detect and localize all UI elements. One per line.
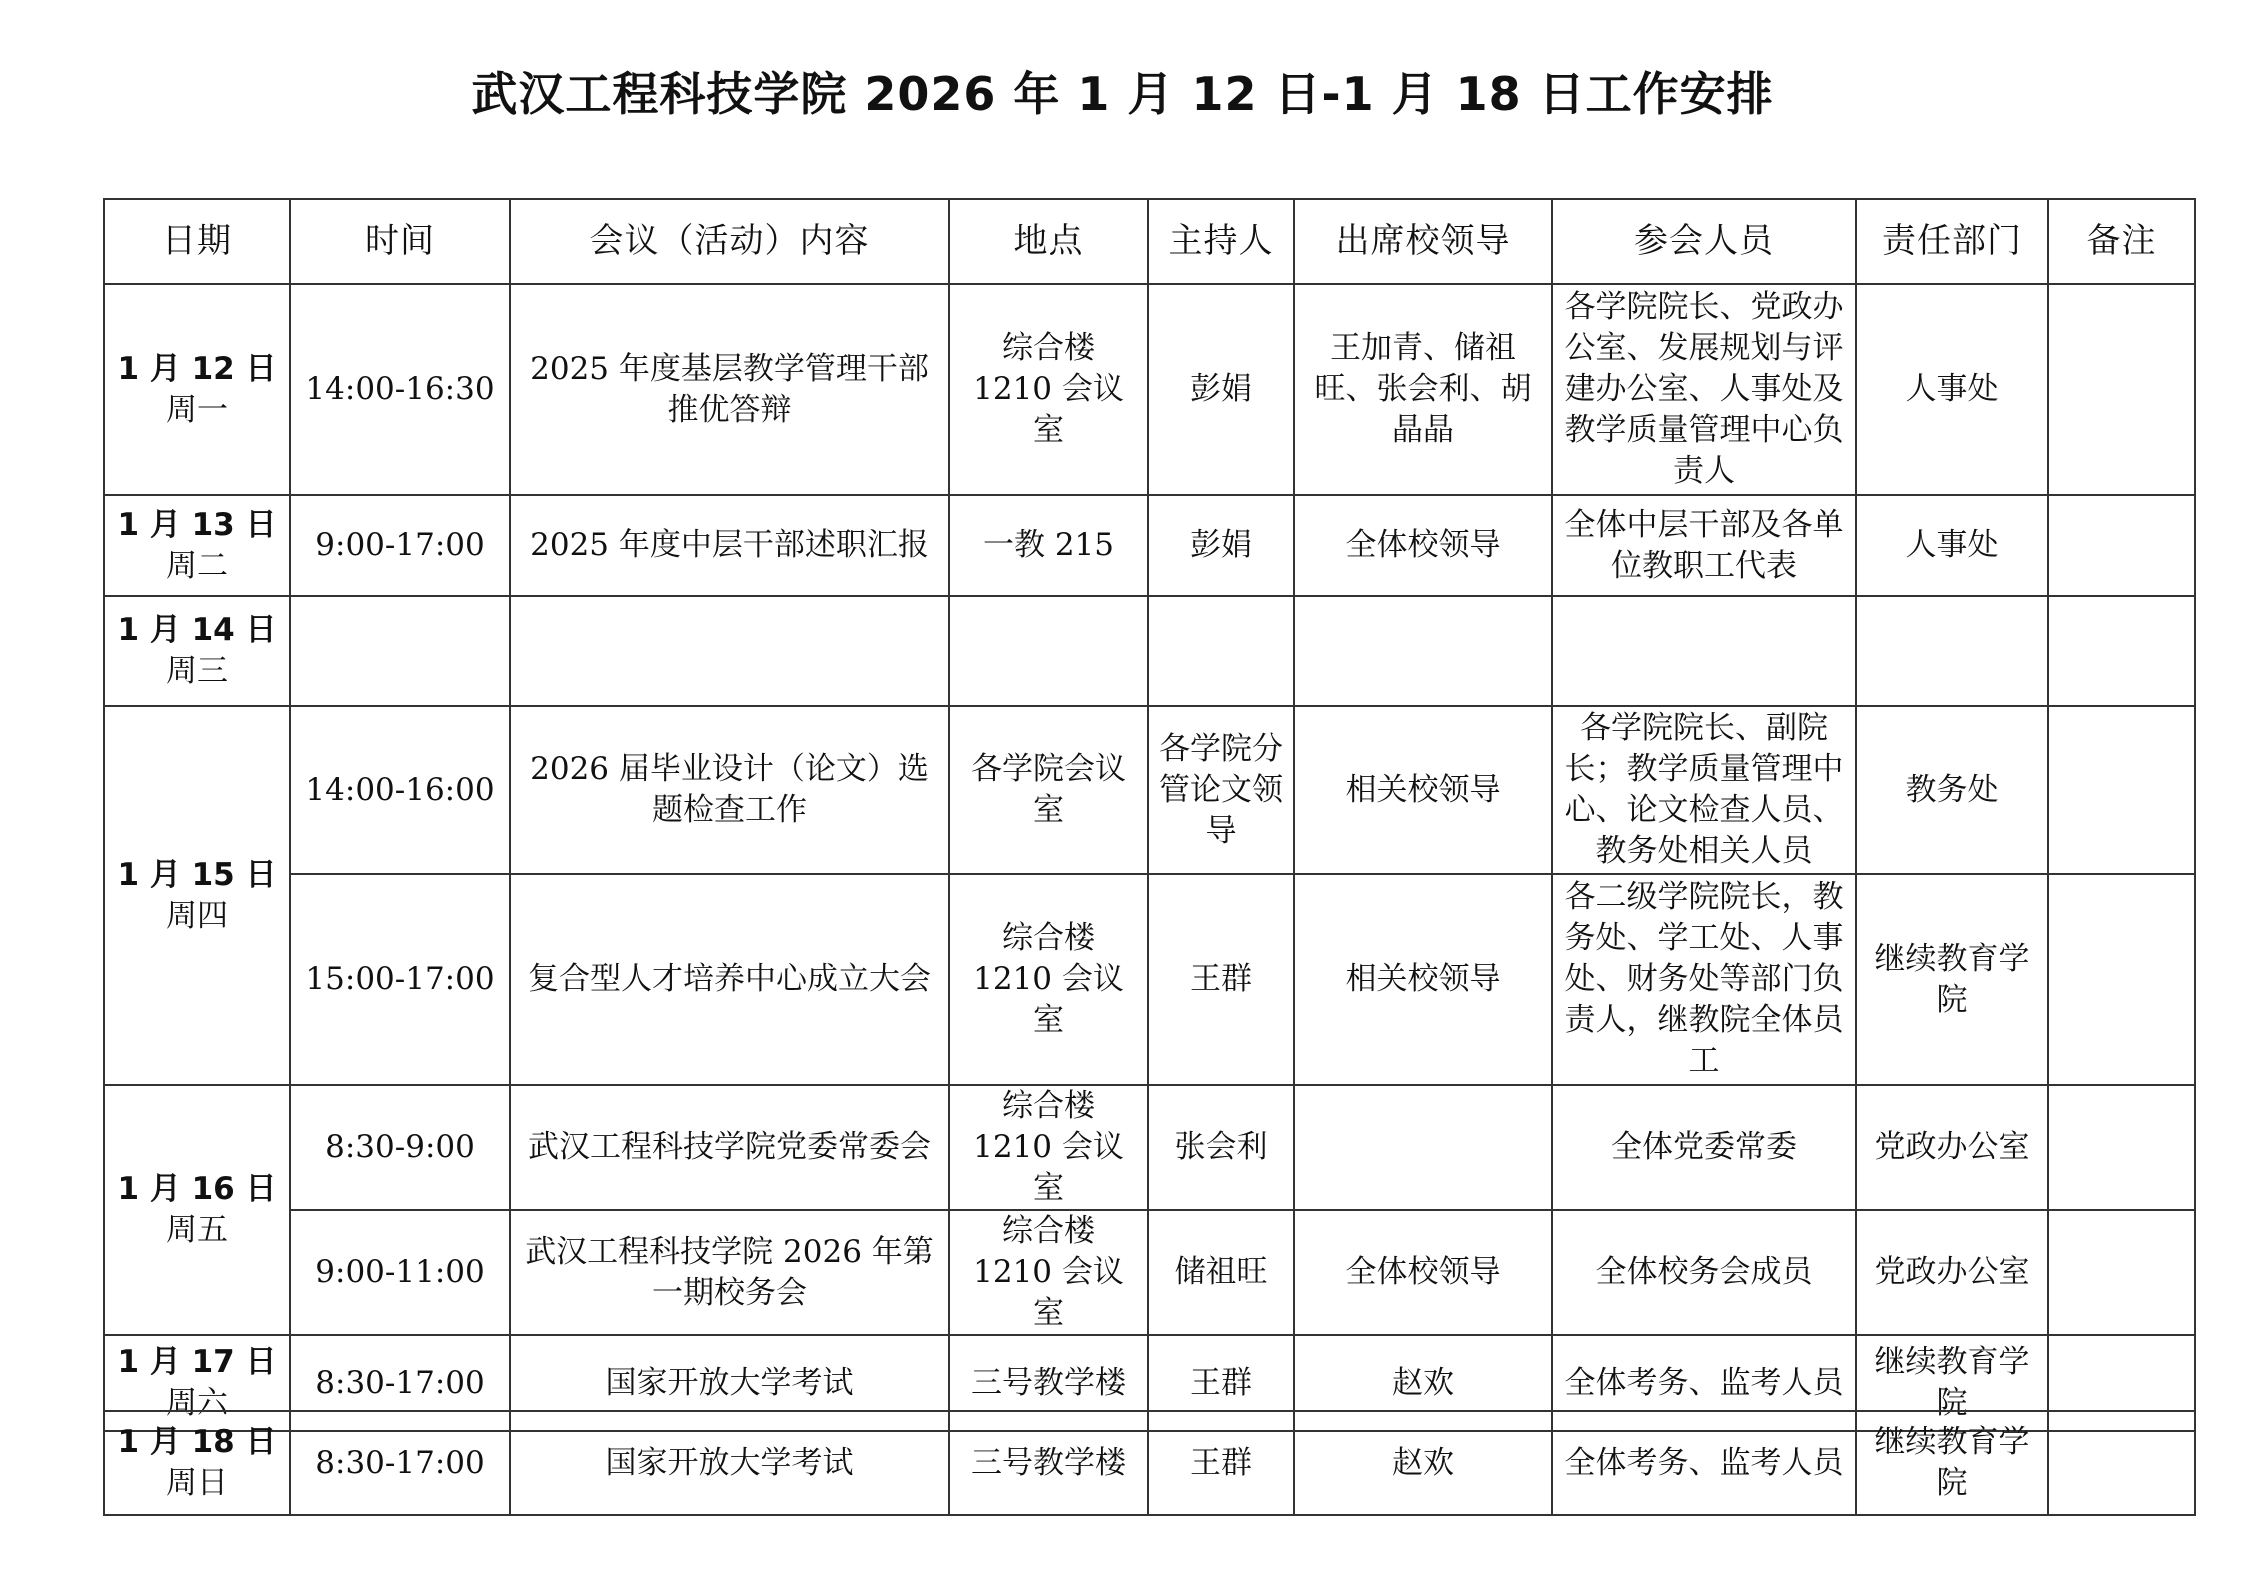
date-text: 1 月 18 日 [117, 1424, 277, 1460]
department-cell: 人事处 [1856, 284, 2048, 495]
content-cell: 武汉工程科技学院党委常委会 [510, 1085, 949, 1210]
department-cell: 教务处 [1856, 706, 2048, 874]
content-cell: 2026 届毕业设计（论文）选题检查工作 [510, 706, 949, 874]
location-cell: 三号教学楼 [949, 1411, 1148, 1515]
time-cell: 14:00-16:00 [290, 706, 510, 874]
host-cell [1148, 596, 1294, 706]
attendees-cell: 各二级学院院长，教务处、学工处、人事处、财务处等部门负责人，继教院全体员工 [1552, 874, 1856, 1085]
host-cell: 张会利 [1148, 1085, 1294, 1210]
location-cell: 综合楼 1210 会议室 [949, 284, 1148, 495]
location-cell: 一教 215 [949, 495, 1148, 596]
date-text: 1 月 17 日 [117, 1344, 277, 1380]
leaders-cell: 全体校领导 [1294, 1210, 1552, 1335]
remarks-cell [2048, 495, 2195, 596]
attendees-cell [1552, 596, 1856, 706]
weekday-text: 周六 [166, 1385, 228, 1421]
remarks-cell [2048, 1085, 2195, 1210]
content-cell: 2025 年度基层教学管理干部推优答辩 [510, 284, 949, 495]
content-cell: 2025 年度中层干部述职汇报 [510, 495, 949, 596]
header-row [104, 199, 2195, 284]
table-row [104, 874, 2195, 1085]
header-host: 主持人 [1148, 199, 1294, 284]
date-cell [104, 596, 290, 706]
remarks-cell [2048, 596, 2195, 706]
location-cell [949, 596, 1148, 706]
leaders-cell [1294, 596, 1552, 706]
weekday-text: 周二 [166, 547, 228, 584]
department-cell: 党政办公室 [1856, 1210, 2048, 1335]
date-text: 1 月 16 日 [117, 1171, 277, 1207]
time-cell [290, 596, 510, 706]
location-cell: 各学院会议室 [949, 706, 1148, 874]
time-cell: 8:30-9:00 [290, 1085, 510, 1210]
date-cell [104, 284, 290, 495]
host-cell: 王群 [1148, 874, 1294, 1085]
time-cell: 14:00-16:30 [290, 284, 510, 495]
attendees-cell: 全体考务、监考人员 [1552, 1411, 1856, 1515]
attendees-cell: 全体中层干部及各单位教职工代表 [1552, 495, 1856, 596]
weekday-text: 周日 [166, 1465, 228, 1501]
host-cell: 王群 [1148, 1335, 1294, 1431]
header-date: 日期 [104, 199, 290, 284]
time-cell: 8:30-17:00 [290, 1411, 510, 1515]
location-cell: 综合楼 1210 会议室 [949, 874, 1148, 1085]
remarks-cell [2048, 706, 2195, 874]
attendees-cell: 各学院院长、副院长；教学质量管理中心、论文检查人员、教务处相关人员 [1552, 706, 1856, 874]
document-title: 武汉工程科技学院 2026 年 1 月 12 日-1 月 18 日工作安排 [471, 67, 1774, 121]
remarks-cell [2048, 1210, 2195, 1335]
table-row [104, 596, 2195, 706]
header-location: 地点 [949, 199, 1148, 284]
table-row [104, 1085, 2195, 1210]
department-cell: 继续教育学院 [1856, 874, 2048, 1085]
table-row [104, 495, 2195, 596]
host-cell: 王群 [1148, 1411, 1294, 1515]
date-text: 1 月 14 日 [117, 612, 277, 648]
header-department: 责任部门 [1856, 199, 2048, 284]
attendees-cell: 全体考务、监考人员 [1552, 1335, 1856, 1431]
date-cell [104, 1411, 290, 1515]
leaders-cell: 王加青、储祖旺、张会利、胡晶晶 [1294, 284, 1552, 495]
attendees-cell: 各学院院长、党政办公室、发展规划与评建办公室、人事处及教学质量管理中心负责人 [1552, 284, 1856, 495]
leaders-cell: 赵欢 [1294, 1411, 1552, 1515]
attendees-cell: 全体校务会成员 [1552, 1210, 1856, 1335]
table-row [104, 284, 2195, 495]
time-cell: 9:00-17:00 [290, 495, 510, 596]
content-cell: 国家开放大学考试 [510, 1411, 949, 1515]
remarks-cell [2048, 1411, 2195, 1515]
leaders-cell [1294, 1085, 1552, 1210]
department-cell: 党政办公室 [1856, 1085, 2048, 1210]
department-cell [1856, 596, 2048, 706]
header-content: 会议（活动）内容 [510, 199, 949, 284]
table-row [104, 1210, 2195, 1335]
header-time: 时间 [290, 199, 510, 284]
date-text: 1 月 15 日 [117, 856, 277, 893]
department-cell: 人事处 [1856, 495, 2048, 596]
location-cell: 综合楼 1210 会议室 [949, 1085, 1148, 1210]
date-text: 1 月 12 日 [117, 350, 277, 387]
time-cell: 9:00-11:00 [290, 1210, 510, 1335]
weekday-text: 周一 [166, 391, 228, 428]
time-cell: 15:00-17:00 [290, 874, 510, 1085]
header-attendees: 参会人员 [1552, 199, 1856, 284]
leaders-cell: 相关校领导 [1294, 706, 1552, 874]
time-cell: 8:30-17:00 [290, 1335, 510, 1431]
weekday-text: 周四 [166, 897, 228, 934]
remarks-cell [2048, 284, 2195, 495]
date-text: 1 月 13 日 [117, 506, 277, 543]
host-cell: 彭娟 [1148, 284, 1294, 495]
location-cell: 综合楼 1210 会议室 [949, 1210, 1148, 1335]
leaders-cell: 全体校领导 [1294, 495, 1552, 596]
attendees-cell: 全体党委常委 [1552, 1085, 1856, 1210]
host-cell: 彭娟 [1148, 495, 1294, 596]
department-cell: 继续教育学院 [1856, 1411, 2048, 1515]
date-cell [104, 495, 290, 596]
content-cell: 国家开放大学考试 [510, 1335, 949, 1431]
header-leaders: 出席校领导 [1294, 199, 1552, 284]
weekday-text: 周五 [166, 1212, 228, 1248]
table-row [104, 1411, 2195, 1515]
location-cell: 三号教学楼 [949, 1335, 1148, 1431]
schedule-table [103, 198, 2196, 1432]
host-cell: 各学院分管论文领导 [1148, 706, 1294, 874]
leaders-cell: 相关校领导 [1294, 874, 1552, 1085]
content-cell: 武汉工程科技学院 2026 年第一期校务会 [510, 1210, 949, 1335]
remarks-cell [2048, 874, 2195, 1085]
host-cell: 储祖旺 [1148, 1210, 1294, 1335]
schedule-table-continued [103, 1410, 2196, 1516]
content-cell: 复合型人才培养中心成立大会 [510, 874, 949, 1085]
date-cell [104, 1085, 290, 1335]
leaders-cell: 赵欢 [1294, 1335, 1552, 1431]
date-cell [104, 706, 290, 1085]
header-remarks: 备注 [2048, 199, 2195, 284]
table-row [104, 706, 2195, 874]
content-cell [510, 596, 949, 706]
department-cell: 继续教育学院 [1856, 1335, 2048, 1431]
weekday-text: 周三 [166, 653, 228, 689]
